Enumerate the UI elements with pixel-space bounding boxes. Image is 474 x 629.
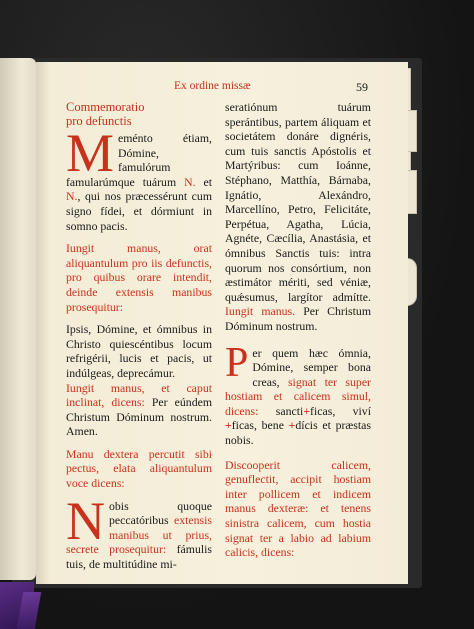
left-column — [66, 100, 212, 580]
cross-sign-icon: + — [288, 418, 296, 433]
memento-paragraph: Meménto étiam, Dómine, famulórum famularúmque tuárum N. et N., qui nos præcessérunt cum signo fídei, et dórmiunt in somno pacis. — [66, 123, 212, 233]
prayer-text: seratiónum tuárum sperántibus, partem áliquam et societátem donáre dignéris, cum tuis sanctis Apóstolis et Martýribus: cum Ioánne, Stéphano, Matthía, Bárnaba, Ignátio, Alexándro, Marcellíno, Petro, Felicitáte, Perpétua, Agatha, Lúcia, Agnéte, Cæcília, Anastásia, et ómnibus Sanctis tuis: intra quorum nos consórtium, non æstimátor mériti, sed véniæ, quǽsumus, largítor admítte. Iungit manus. Per Christum Dóminum nostrum. — [225, 100, 371, 333]
prayer-text: Ipsis, Dómine, et ómnibus in Christo quiescéntibus locum refrigérii, lucis et pacis, ut indúlgeas, deprecámur. — [66, 322, 212, 380]
right-column — [225, 100, 371, 568]
drop-cap: N — [66, 490, 105, 551]
per-quem-paragraph: Per quem hæc ómnia, Dómine, semper bona creas, signat ter super hostiam et calicem simul, dicens: sancti+ficas, viví +ficas, bene +dícis et præstas nobis. — [225, 339, 371, 448]
rubric: Manu dextera percutit sibi pectus, elata aliquantulum voce dicens: — [66, 446, 212, 491]
nobis-paragraph: Nobis quoque peccatóribus extensis manibus ut prius, secrete prosequitur: fámulis tuis, de multitúdine mi- — [66, 490, 212, 572]
running-head-title: Ex ordine missæ — [174, 80, 251, 92]
section-heading: Commemoratio pro defunctis — [66, 100, 145, 128]
page-number: 59 — [356, 80, 368, 94]
rubric: Iungit manus, orat aliquantulum pro iis defunctis, pro quibus orare intendit, deinde extensis manibus prosequitur: — [66, 241, 212, 314]
cross-sign-icon: + — [303, 403, 311, 418]
drop-cap: P — [225, 339, 249, 386]
rubric: Discooperit calicem, genuflectit, accipit hostiam inter pollicem et indicem manus dexteræ: et tenens sinistra calicem, cum hostia signat ter a labio ad labium calicis, dicens: — [225, 457, 371, 560]
cross-sign-icon: + — [225, 418, 232, 433]
rubric: Iungit manus. — [225, 304, 296, 319]
drop-cap: M — [66, 123, 115, 183]
prayer-text: Iungit manus, et caput inclinat, dicens: Per eúndem Christum Dóminum nostrum. Amen. — [66, 380, 212, 439]
left-page-edge — [0, 58, 36, 580]
rubric: Iungit manus, et caput inclinat, dicens: — [66, 380, 212, 410]
